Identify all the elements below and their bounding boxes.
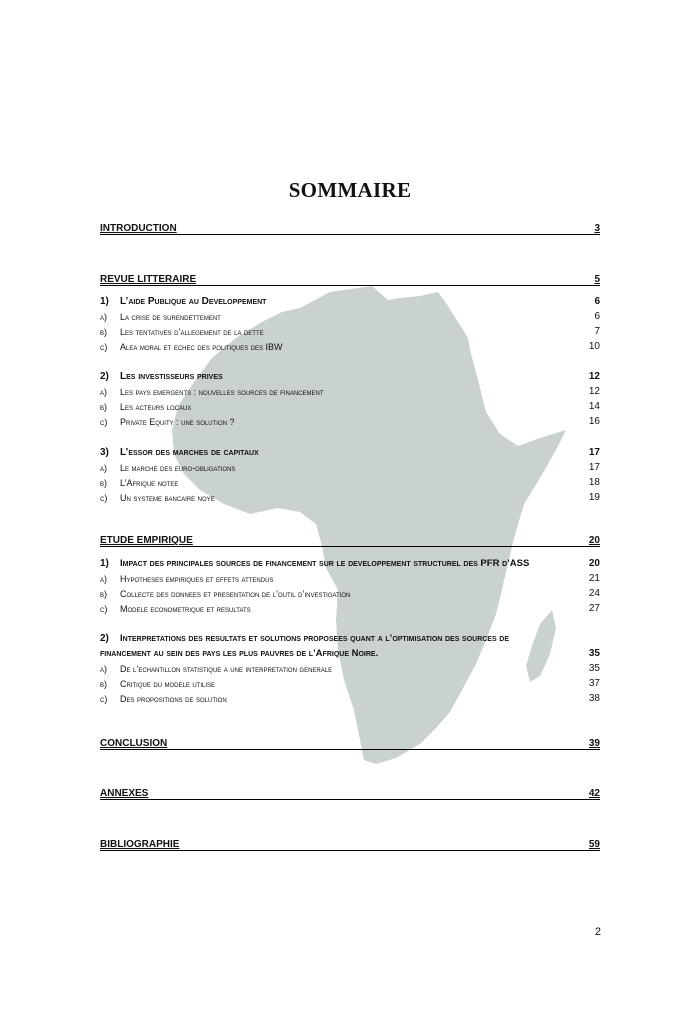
toc-subsection-2c[interactable] xyxy=(100,414,600,427)
toc-page: 20 xyxy=(588,558,600,569)
toc-label: Collecte des donnees et presentation de l’outil d’investigation xyxy=(120,589,351,599)
toc-page: 5 xyxy=(594,274,600,285)
toc-section-1[interactable] xyxy=(100,293,600,307)
toc-page: 12 xyxy=(588,371,600,382)
toc-subsection-3b[interactable] xyxy=(100,475,600,488)
toc-label: Modele econometrique et resultats xyxy=(120,604,251,614)
toc-page: 39 xyxy=(588,738,600,749)
toc-num: 1) xyxy=(100,558,109,569)
toc-num: c) xyxy=(100,493,108,503)
toc-num: b) xyxy=(100,478,107,488)
toc-page: 19 xyxy=(588,492,600,503)
toc-subsection-e1b[interactable] xyxy=(100,586,600,599)
toc-page: 42 xyxy=(588,788,600,799)
toc-num: 1) xyxy=(100,296,109,307)
toc-label: L’essor des marches de capitaux xyxy=(120,447,259,458)
toc-page: 6 xyxy=(594,296,600,307)
toc-subsection-e2c[interactable] xyxy=(100,691,600,704)
toc-subsection-e1c[interactable] xyxy=(100,601,600,614)
toc-num: b) xyxy=(100,402,107,412)
toc-page: 35 xyxy=(588,663,600,674)
toc-page: 16 xyxy=(588,416,600,427)
toc-label-line2: financement au sein des pays les plus pauvres de l’Afrique Noire. xyxy=(100,648,379,659)
toc-label: L’aide Publique au Developpement xyxy=(120,296,267,307)
toc-num: c) xyxy=(100,417,108,427)
toc-page: 7 xyxy=(594,326,600,337)
toc-subsection-1b[interactable] xyxy=(100,324,600,337)
toc-num: c) xyxy=(100,342,108,352)
toc-page: 21 xyxy=(588,573,600,584)
toc-label: De l’echantillon statistique a une interpretation generale xyxy=(120,664,333,674)
toc-entry-conclusion[interactable] xyxy=(100,735,600,750)
toc-label: La crise de surendettement xyxy=(120,312,221,322)
toc-num: a) xyxy=(100,312,107,322)
toc-label: Un systeme bancaire noye xyxy=(120,493,215,503)
toc-label: Des propositions de solution xyxy=(120,694,227,704)
toc-num: a) xyxy=(100,387,107,397)
toc-subsection-2a[interactable] xyxy=(100,384,600,397)
toc-entry-etude-empirique[interactable] xyxy=(100,532,600,547)
toc-page: 17 xyxy=(588,462,600,473)
toc-num: b) xyxy=(100,679,107,689)
toc-label: Alea moral et echec des politiques des IBW xyxy=(120,342,283,352)
toc-entry-introduction[interactable] xyxy=(100,220,600,235)
toc-subsection-1a[interactable] xyxy=(100,309,600,322)
toc-subsection-e2a[interactable] xyxy=(100,661,600,674)
toc-label-line1: Interpretations des resultats et solutions proposees quant a l’optimisation des sources de xyxy=(120,633,510,644)
toc-num: c) xyxy=(100,694,108,704)
toc-subsection-e2b[interactable] xyxy=(100,676,600,689)
toc-page: 14 xyxy=(588,401,600,412)
toc-label: CONCLUSION xyxy=(100,738,168,749)
toc-page: 38 xyxy=(588,693,600,704)
toc-entry-bibliographie[interactable] xyxy=(100,836,600,851)
toc-label: REVUE LITTERAIRE xyxy=(100,274,197,285)
toc-num: a) xyxy=(100,664,107,674)
toc-subsection-3a[interactable] xyxy=(100,460,600,473)
toc-label: Impact des principales sources de financement sur le developpement structurel des PFR d’ASS xyxy=(120,558,530,569)
toc-label: ETUDE EMPIRIQUE xyxy=(100,535,193,546)
toc-num: c) xyxy=(100,604,108,614)
toc-label: ANNEXES xyxy=(100,788,149,799)
page-number: 2 xyxy=(594,926,601,938)
toc-page: 24 xyxy=(588,588,600,599)
toc-label: BIBLIOGRAPHIE xyxy=(100,839,180,850)
toc-page: 17 xyxy=(588,447,600,458)
toc-label: Private Equity : une solution ? xyxy=(120,417,235,427)
toc-num: a) xyxy=(100,463,107,473)
toc-page: 37 xyxy=(588,678,600,689)
toc-page: 27 xyxy=(588,603,600,614)
toc-section-e2[interactable] xyxy=(100,631,600,661)
toc-num: b) xyxy=(100,327,107,337)
toc-num: a) xyxy=(100,574,107,584)
toc-subsection-2b[interactable] xyxy=(100,399,600,412)
toc-page: 18 xyxy=(588,477,600,488)
toc-num: b) xyxy=(100,589,107,599)
toc-label: Les acteurs locaux xyxy=(120,402,192,412)
toc-label: Le marche des euro-obligations xyxy=(120,463,236,473)
toc-section-e1[interactable] xyxy=(100,555,600,569)
toc-label: Hypotheses empiriques et effets attendus xyxy=(120,574,274,584)
toc-page: 35 xyxy=(588,648,600,659)
page-title: SOMMAIRE xyxy=(288,178,412,202)
toc-label: Critique du modele utilise xyxy=(120,679,216,689)
toc-label: Les investisseurs prives xyxy=(120,371,223,382)
toc-page: 59 xyxy=(588,839,600,850)
toc-label: INTRODUCTION xyxy=(100,223,177,234)
toc-page: 12 xyxy=(588,386,600,397)
toc-num: 3) xyxy=(100,447,109,458)
toc-page: 10 xyxy=(588,341,600,352)
toc-entry-annexes[interactable] xyxy=(100,785,600,800)
toc-label: Les tentatives d’allegement de la dette xyxy=(120,327,264,337)
toc-entry-revue-litteraire[interactable] xyxy=(100,271,600,286)
toc-page: 3 xyxy=(594,223,600,234)
toc-page: 6 xyxy=(594,311,600,322)
toc-subsection-1c[interactable] xyxy=(100,339,600,352)
toc-label: Les pays emergents : nouvelles sources de financement xyxy=(120,387,324,397)
toc-subsection-e1a[interactable] xyxy=(100,571,600,584)
toc-section-3[interactable] xyxy=(100,444,600,458)
toc-subsection-3c[interactable] xyxy=(100,490,600,503)
toc-label: L’Afrique notee xyxy=(120,478,179,488)
toc-section-2[interactable] xyxy=(100,368,600,382)
toc-num: 2) xyxy=(100,371,109,382)
toc-num: 2) xyxy=(100,633,109,644)
toc-page: 20 xyxy=(588,535,600,546)
